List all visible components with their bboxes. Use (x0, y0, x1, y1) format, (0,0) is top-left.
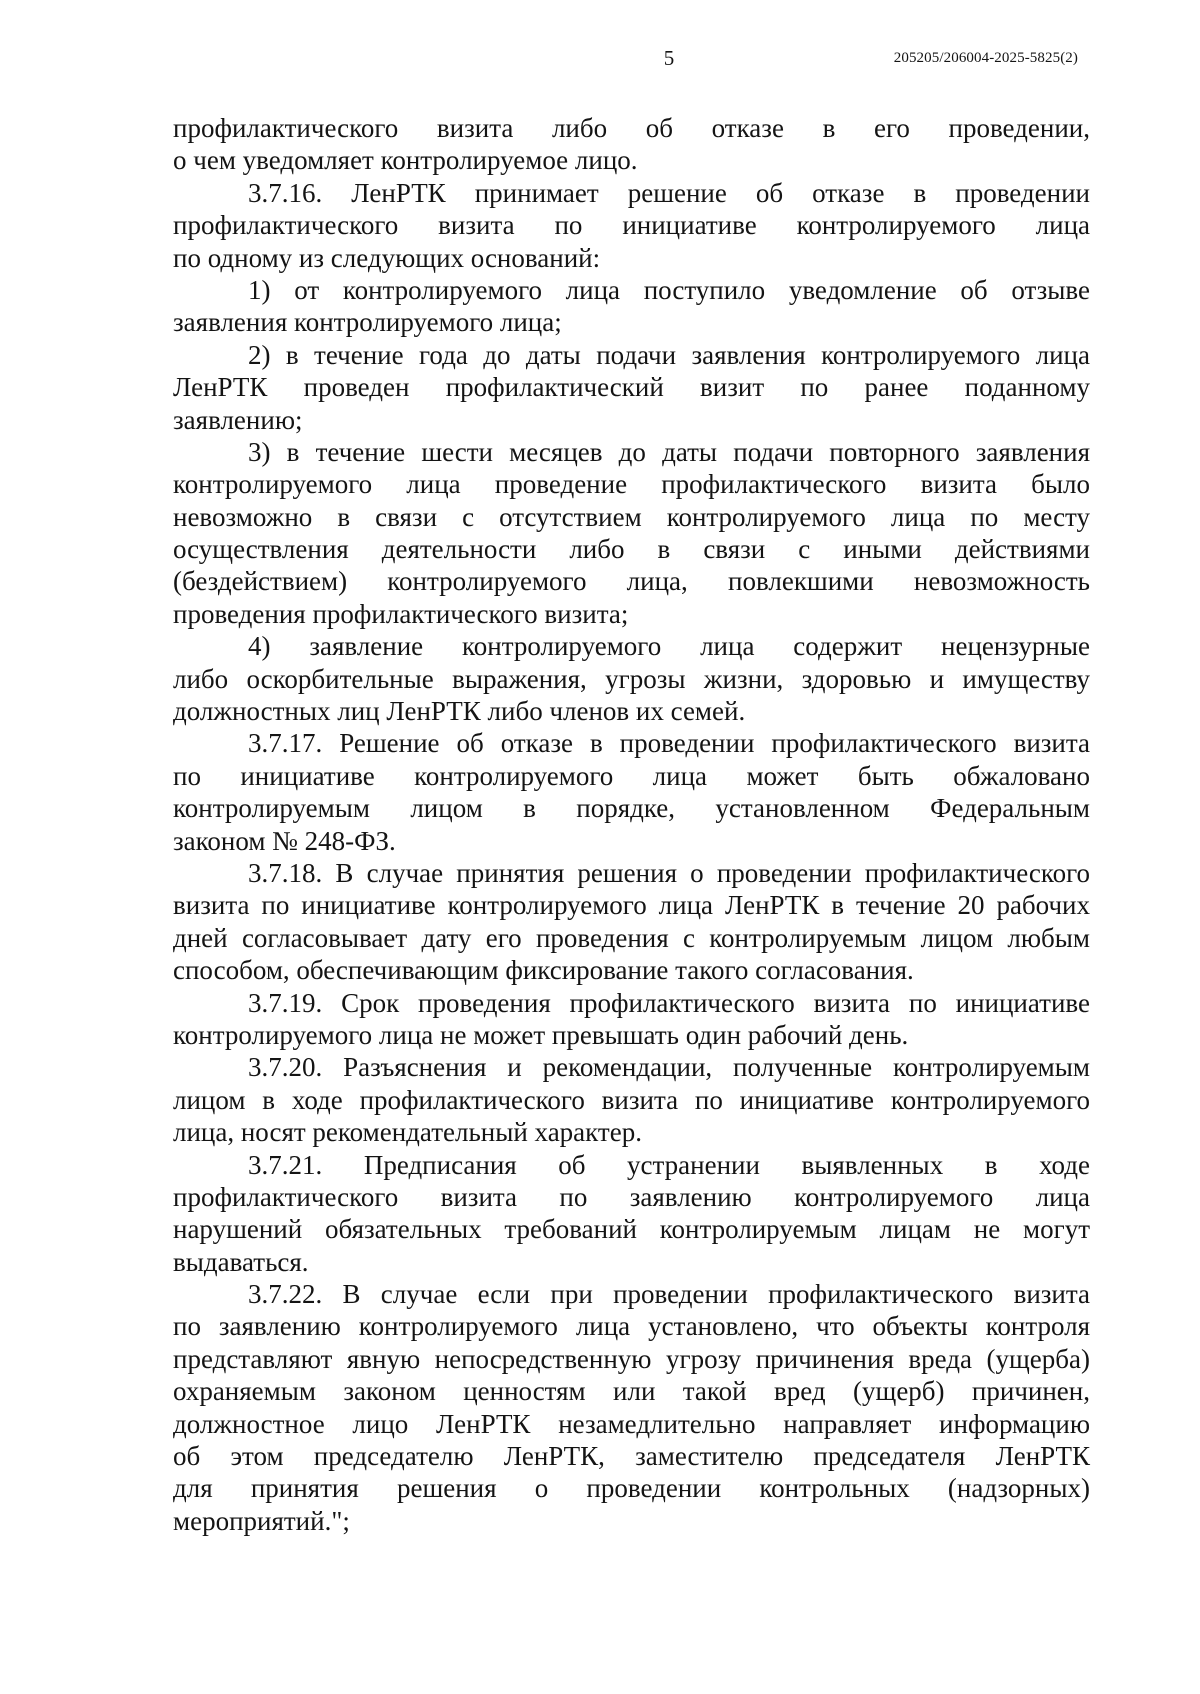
text-line: лицом в ходе профилактического визита по инициативе контролируемого (173, 1084, 1090, 1115)
text-line: 3.7.20. Разъяснения и рекомендации, полученные контролируемым (248, 1052, 1090, 1083)
text-line: 1) от контролируемого лица поступило уведомление об отзыве (248, 274, 1090, 305)
text-line: невозможно в связи с отсутствием контролируемого лица по месту (173, 501, 1090, 532)
text-line: 3.7.16. ЛенРТК принимает решение об отказе в проведении (248, 177, 1090, 208)
paragraph-3-7-17 (173, 727, 1090, 857)
text-line: представляют явную непосредственную угрозу причинения вреда (ущерба) (173, 1343, 1090, 1374)
text-line: либо оскорбительные выражения, угрозы жизни, здоровью и имуществу (173, 663, 1090, 694)
text-line: заявления контролируемого лица; (173, 307, 562, 338)
list-item-1 (173, 274, 1090, 339)
text-line: 3.7.22. В случае если при проведении профилактического визита (248, 1279, 1090, 1310)
list-item-4 (173, 630, 1090, 727)
text-line: 3) в течение шести месяцев до даты подачи повторного заявления (248, 436, 1090, 467)
text-line: (бездействием) контролируемого лица, повлекшими невозможность (173, 566, 1090, 597)
document-registration-number: 205205/206004-2025-5825(2) (893, 50, 1078, 66)
paragraph-3-7-20 (173, 1051, 1090, 1148)
text-line: осуществления деятельности либо в связи с иными действиями (173, 534, 1090, 565)
text-line: 3.7.17. Решение об отказе в проведении профилактического визита (248, 728, 1090, 759)
paragraph-3-7-16 (173, 177, 1090, 274)
page-number: 5 (663, 46, 675, 70)
paragraph-3-7-19 (173, 987, 1090, 1052)
text-line: по заявлению контролируемого лица установлено, что объекты контроля (173, 1311, 1090, 1342)
text-line: 4) заявление контролируемого лица содержит нецензурные (248, 631, 1090, 662)
list-item-2 (173, 339, 1090, 436)
text-line: контролируемого лица проведение профилактического визита было (173, 469, 1090, 500)
text-line: лица, носят рекомендательный характер. (173, 1117, 642, 1148)
text-line: ЛенРТК проведен профилактический визит по ранее поданному (173, 372, 1090, 403)
list-item-3 (173, 436, 1090, 630)
paragraph-3-7-18 (173, 857, 1090, 987)
text-line: контролируемым лицом в порядке, установленном Федеральным (173, 793, 1090, 824)
paragraph-3-7-22 (173, 1278, 1090, 1537)
text-line: профилактического визита по заявлению контролируемого лица (173, 1181, 1090, 1212)
text-line: выдаваться. (173, 1246, 309, 1277)
text-line: мероприятий."; (173, 1505, 350, 1536)
text-line: для принятия решения о проведении контрольных (надзорных) (173, 1473, 1090, 1504)
text-line: охраняемым законом ценностям или такой вред (ущерб) причинен, (173, 1376, 1090, 1407)
text-line: 3.7.19. Срок проведения профилактического визита по инициативе (248, 987, 1090, 1018)
text-line: по одному из следующих оснований: (173, 242, 601, 273)
text-line: по инициативе контролируемого лица может быть обжаловано (173, 760, 1090, 791)
text-line: нарушений обязательных требований контролируемым лицам не могут (173, 1214, 1090, 1245)
text-line: законом № 248-ФЗ. (173, 825, 396, 856)
text-line: о чем уведомляет контролируемое лицо. (173, 145, 638, 176)
text-line: контролируемого лица не может превышать один рабочий день. (173, 1019, 909, 1050)
text-line: 2) в течение года до даты подачи заявления контролируемого лица (248, 339, 1090, 370)
text-line: способом, обеспечивающим фиксирование такого согласования. (173, 955, 914, 986)
document-body (173, 112, 1090, 1537)
text-line: об этом председателю ЛенРТК, заместителю председателя ЛенРТК (173, 1441, 1090, 1472)
text-line: должностное лицо ЛенРТК незамедлительно направляет информацию (173, 1408, 1090, 1439)
text-line: профилактического визита по инициативе контролируемого лица (173, 210, 1090, 241)
text-line: визита по инициативе контролируемого лица ЛенРТК в течение 20 рабочих (173, 890, 1090, 921)
text-line: проведения профилактического визита; (173, 598, 629, 629)
text-line: заявлению; (173, 404, 303, 435)
text-line: дней согласовывает дату его проведения с контролируемым лицом любым (173, 922, 1090, 953)
paragraph-continuation (173, 112, 1090, 177)
text-line: 3.7.21. Предписания об устранении выявленных в ходе (248, 1149, 1090, 1180)
paragraph-3-7-21 (173, 1149, 1090, 1279)
text-line: профилактического визита либо об отказе в его проведении, (173, 113, 1090, 143)
text-line: 3.7.18. В случае принятия решения о проведении профилактического (248, 857, 1090, 888)
text-line: должностных лиц ЛенРТК либо членов их семей. (173, 696, 746, 727)
